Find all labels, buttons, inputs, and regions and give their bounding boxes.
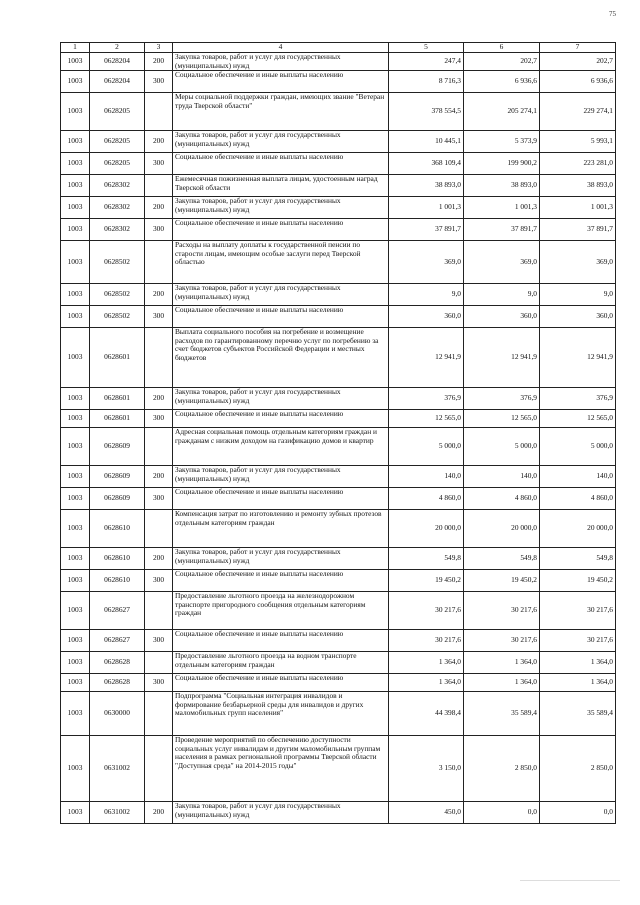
amount-col6-cell: 4 860,0 [464,488,540,510]
section-code-cell: 1003 [61,630,90,652]
amount-col5-cell: 378 554,5 [389,93,464,131]
amount-col5-cell: 1 001,3 [389,197,464,219]
amount-col7-cell: 2 850,0 [540,736,616,802]
section-code-cell: 1003 [61,197,90,219]
amount-col7-cell: 20 000,0 [540,510,616,548]
table-row [61,93,616,131]
expense-type-cell [145,93,173,131]
amount-col5-cell: 8 716,3 [389,71,464,93]
target-code-cell: 0628205 [90,153,145,175]
table-row [61,466,616,488]
expense-type-cell [145,592,173,630]
expense-type-cell: 300 [145,488,173,510]
item-name-cell: Закупка товаров, работ и услуг для государственных (муниципальных) нужд [173,284,389,306]
section-code-cell: 1003 [61,328,90,388]
amount-col7-cell: 30 217,6 [540,630,616,652]
amount-col5-cell: 30 217,6 [389,592,464,630]
item-name-cell: Социальное обеспечение и иные выплаты населению [173,570,389,592]
amount-col6-cell: 1 364,0 [464,674,540,692]
table-row [61,241,616,284]
amount-col5-cell: 44 398,4 [389,692,464,736]
amount-col6-cell: 38 893,0 [464,175,540,197]
target-code-cell: 0628205 [90,93,145,131]
amount-col7-cell: 1 364,0 [540,652,616,674]
item-name-cell: Предоставление льготного проезда на водном транспорте отдельным категориям граждан [173,652,389,674]
expense-type-cell: 200 [145,388,173,410]
amount-col6-cell: 0,0 [464,802,540,824]
expense-type-cell [145,736,173,802]
amount-col5-cell: 247,4 [389,53,464,71]
item-name-cell: Меры социальной поддержки граждан, имеющих звание "Ветеран труда Тверской области" [173,93,389,131]
target-code-cell: 0628502 [90,241,145,284]
amount-col7-cell: 549,8 [540,548,616,570]
table-row [61,630,616,652]
target-code-cell: 0631002 [90,802,145,824]
amount-col6-cell: 12 941,9 [464,328,540,388]
target-code-cell: 0628610 [90,548,145,570]
table-row [61,674,616,692]
expense-type-cell: 300 [145,630,173,652]
amount-col5-cell: 19 450,2 [389,570,464,592]
column-number-row [61,43,616,53]
amount-col5-cell: 4 860,0 [389,488,464,510]
target-code-cell: 0628609 [90,466,145,488]
item-name-cell: Закупка товаров, работ и услуг для государственных (муниципальных) нужд [173,131,389,153]
page-number: 75 [609,10,616,18]
amount-col7-cell: 38 893,0 [540,175,616,197]
section-code-cell: 1003 [61,153,90,175]
expense-type-cell: 300 [145,674,173,692]
section-code-cell: 1003 [61,428,90,466]
item-name-cell: Социальное обеспечение и иные выплаты населению [173,306,389,328]
item-name-cell: Предоставление льготного проезда на железнодорожном транспорте пригородного сообщения отдельным категориям граждан [173,592,389,630]
expense-type-cell [145,328,173,388]
table-row [61,306,616,328]
amount-col5-cell: 5 000,0 [389,428,464,466]
amount-col7-cell: 1 001,3 [540,197,616,219]
column-number: 6 [464,43,540,53]
amount-col5-cell: 360,0 [389,306,464,328]
amount-col6-cell: 205 274,1 [464,93,540,131]
target-code-cell: 0628204 [90,71,145,93]
section-code-cell: 1003 [61,131,90,153]
target-code-cell: 0628609 [90,428,145,466]
item-name-cell: Компенсация затрат по изготовлению и ремонту зубных протезов отдельным категориям граждан [173,510,389,548]
target-code-cell: 0628502 [90,284,145,306]
item-name-cell: Выплата социального пособия на погребение и возмещение расходов по гарантированному перечню услуг по погребению за счет бюджетов субъектов Российской Федерации и местных бюджетов [173,328,389,388]
amount-col7-cell: 0,0 [540,802,616,824]
section-code-cell: 1003 [61,388,90,410]
amount-col6-cell: 369,0 [464,241,540,284]
amount-col5-cell: 1 364,0 [389,652,464,674]
amount-col6-cell: 360,0 [464,306,540,328]
amount-col5-cell: 368 109,4 [389,153,464,175]
table-row [61,736,616,802]
amount-col5-cell: 9,0 [389,284,464,306]
section-code-cell: 1003 [61,466,90,488]
amount-col7-cell: 19 450,2 [540,570,616,592]
amount-col6-cell: 30 217,6 [464,630,540,652]
amount-col5-cell: 12 565,0 [389,410,464,428]
table-row [61,802,616,824]
amount-col7-cell: 37 891,7 [540,219,616,241]
column-number: 2 [90,43,145,53]
amount-col6-cell: 37 891,7 [464,219,540,241]
item-name-cell: Проведение мероприятий по обеспечению доступности социальных услуг инвалидам и другим маломобильным группам населения в рамках региональной программы Тверской области "Доступная среда" на 2014-2015 годы" [173,736,389,802]
amount-col7-cell: 12 941,9 [540,328,616,388]
item-name-cell: Социальное обеспечение и иные выплаты населению [173,674,389,692]
item-name-cell: Расходы на выплату доплаты к государственной пенсии по старости лицам, имеющим особые заслуги перед Тверской областью [173,241,389,284]
expense-type-cell: 200 [145,284,173,306]
amount-col6-cell: 1 364,0 [464,652,540,674]
section-code-cell: 1003 [61,93,90,131]
target-code-cell: 0628628 [90,652,145,674]
section-code-cell: 1003 [61,219,90,241]
amount-col7-cell: 229 274,1 [540,93,616,131]
item-name-cell: Социальное обеспечение и иные выплаты населению [173,71,389,93]
section-code-cell: 1003 [61,306,90,328]
target-code-cell: 0631002 [90,736,145,802]
amount-col5-cell: 369,0 [389,241,464,284]
column-number: 5 [389,43,464,53]
column-number: 4 [173,43,389,53]
section-code-cell: 1003 [61,410,90,428]
amount-col7-cell: 1 364,0 [540,674,616,692]
expense-type-cell [145,428,173,466]
amount-col6-cell: 1 001,3 [464,197,540,219]
table-row [61,570,616,592]
expense-type-cell [145,510,173,548]
section-code-cell: 1003 [61,548,90,570]
table-row [61,328,616,388]
item-name-cell: Закупка товаров, работ и услуг для государственных (муниципальных) нужд [173,388,389,410]
target-code-cell: 0628601 [90,410,145,428]
expense-type-cell: 200 [145,131,173,153]
amount-col7-cell: 369,0 [540,241,616,284]
amount-col7-cell: 202,7 [540,53,616,71]
table-row [61,175,616,197]
target-code-cell: 0628302 [90,175,145,197]
item-name-cell: Закупка товаров, работ и услуг для государственных (муниципальных) нужд [173,548,389,570]
target-code-cell: 0628204 [90,53,145,71]
expense-type-cell: 300 [145,306,173,328]
amount-col6-cell: 5 373,9 [464,131,540,153]
item-name-cell: Адресная социальная помощь отдельным категориям граждан и гражданам с низким доходом на газификацию домов и квартир [173,428,389,466]
table-row [61,652,616,674]
amount-col5-cell: 10 445,1 [389,131,464,153]
column-number: 3 [145,43,173,53]
amount-col6-cell: 199 900,2 [464,153,540,175]
section-code-cell: 1003 [61,53,90,71]
table-row [61,592,616,630]
table-row [61,284,616,306]
amount-col5-cell: 38 893,0 [389,175,464,197]
section-code-cell: 1003 [61,736,90,802]
amount-col6-cell: 12 565,0 [464,410,540,428]
amount-col7-cell: 4 860,0 [540,488,616,510]
expense-type-cell: 300 [145,410,173,428]
amount-col6-cell: 19 450,2 [464,570,540,592]
table-row [61,428,616,466]
section-code-cell: 1003 [61,284,90,306]
budget-table [60,42,616,824]
amount-col7-cell: 30 217,6 [540,592,616,630]
amount-col6-cell: 6 936,6 [464,71,540,93]
amount-col6-cell: 140,0 [464,466,540,488]
section-code-cell: 1003 [61,692,90,736]
expense-type-cell: 200 [145,802,173,824]
table-row [61,71,616,93]
amount-col5-cell: 30 217,6 [389,630,464,652]
amount-col6-cell: 202,7 [464,53,540,71]
column-number: 1 [61,43,90,53]
column-number: 7 [540,43,616,53]
target-code-cell: 0628627 [90,630,145,652]
amount-col5-cell: 1 364,0 [389,674,464,692]
item-name-cell: Закупка товаров, работ и услуг для государственных (муниципальных) нужд [173,466,389,488]
table-row [61,548,616,570]
scan-edge-mark [520,880,620,881]
amount-col5-cell: 450,0 [389,802,464,824]
expense-type-cell: 200 [145,197,173,219]
amount-col7-cell: 6 936,6 [540,71,616,93]
expense-type-cell: 200 [145,53,173,71]
table-row [61,692,616,736]
item-name-cell: Закупка товаров, работ и услуг для государственных (муниципальных) нужд [173,802,389,824]
table-row [61,131,616,153]
target-code-cell: 0628601 [90,328,145,388]
amount-col6-cell: 9,0 [464,284,540,306]
amount-col6-cell: 30 217,6 [464,592,540,630]
section-code-cell: 1003 [61,510,90,548]
expense-type-cell: 300 [145,71,173,93]
section-code-cell: 1003 [61,570,90,592]
amount-col7-cell: 5 000,0 [540,428,616,466]
item-name-cell: Социальное обеспечение и иные выплаты населению [173,410,389,428]
section-code-cell: 1003 [61,674,90,692]
target-code-cell: 0628502 [90,306,145,328]
item-name-cell: Социальное обеспечение и иные выплаты населению [173,219,389,241]
expense-type-cell: 300 [145,153,173,175]
expense-type-cell [145,175,173,197]
target-code-cell: 0630000 [90,692,145,736]
table-row [61,388,616,410]
amount-col5-cell: 376,9 [389,388,464,410]
amount-col7-cell: 140,0 [540,466,616,488]
item-name-cell: Социальное обеспечение и иные выплаты населению [173,153,389,175]
item-name-cell: Социальное обеспечение и иные выплаты населению [173,630,389,652]
expense-type-cell: 300 [145,570,173,592]
amount-col6-cell: 35 589,4 [464,692,540,736]
amount-col5-cell: 37 891,7 [389,219,464,241]
amount-col5-cell: 549,8 [389,548,464,570]
amount-col7-cell: 9,0 [540,284,616,306]
target-code-cell: 0628609 [90,488,145,510]
amount-col5-cell: 3 150,0 [389,736,464,802]
section-code-cell: 1003 [61,71,90,93]
expense-type-cell: 200 [145,466,173,488]
table-row [61,510,616,548]
item-name-cell: Социальное обеспечение и иные выплаты населению [173,488,389,510]
target-code-cell: 0628610 [90,510,145,548]
expense-type-cell: 200 [145,548,173,570]
target-code-cell: 0628627 [90,592,145,630]
amount-col6-cell: 549,8 [464,548,540,570]
table-row [61,153,616,175]
item-name-cell: Закупка товаров, работ и услуг для государственных (муниципальных) нужд [173,53,389,71]
section-code-cell: 1003 [61,488,90,510]
item-name-cell: Ежемесячная пожизненная выплата лицам, удостоенным наград Тверской области [173,175,389,197]
amount-col7-cell: 35 589,4 [540,692,616,736]
item-name-cell: Закупка товаров, работ и услуг для государственных (муниципальных) нужд [173,197,389,219]
table-row [61,488,616,510]
amount-col5-cell: 140,0 [389,466,464,488]
amount-col7-cell: 223 281,0 [540,153,616,175]
expense-type-cell [145,652,173,674]
amount-col5-cell: 12 941,9 [389,328,464,388]
target-code-cell: 0628302 [90,197,145,219]
amount-col6-cell: 20 000,0 [464,510,540,548]
table-row [61,219,616,241]
expense-type-cell: 300 [145,219,173,241]
amount-col6-cell: 5 000,0 [464,428,540,466]
amount-col7-cell: 12 565,0 [540,410,616,428]
amount-col5-cell: 20 000,0 [389,510,464,548]
table-row [61,410,616,428]
target-code-cell: 0628610 [90,570,145,592]
amount-col6-cell: 376,9 [464,388,540,410]
amount-col7-cell: 376,9 [540,388,616,410]
section-code-cell: 1003 [61,652,90,674]
table-row [61,53,616,71]
expense-type-cell [145,692,173,736]
target-code-cell: 0628628 [90,674,145,692]
target-code-cell: 0628302 [90,219,145,241]
item-name-cell: Подпрограмма "Социальная интеграция инвалидов и формирование безбарьерной среды для инвалидов и других маломобильных групп населения" [173,692,389,736]
amount-col7-cell: 5 993,1 [540,131,616,153]
section-code-cell: 1003 [61,592,90,630]
table-row [61,197,616,219]
amount-col7-cell: 360,0 [540,306,616,328]
section-code-cell: 1003 [61,175,90,197]
amount-col6-cell: 2 850,0 [464,736,540,802]
section-code-cell: 1003 [61,241,90,284]
section-code-cell: 1003 [61,802,90,824]
target-code-cell: 0628601 [90,388,145,410]
target-code-cell: 0628205 [90,131,145,153]
expense-type-cell [145,241,173,284]
